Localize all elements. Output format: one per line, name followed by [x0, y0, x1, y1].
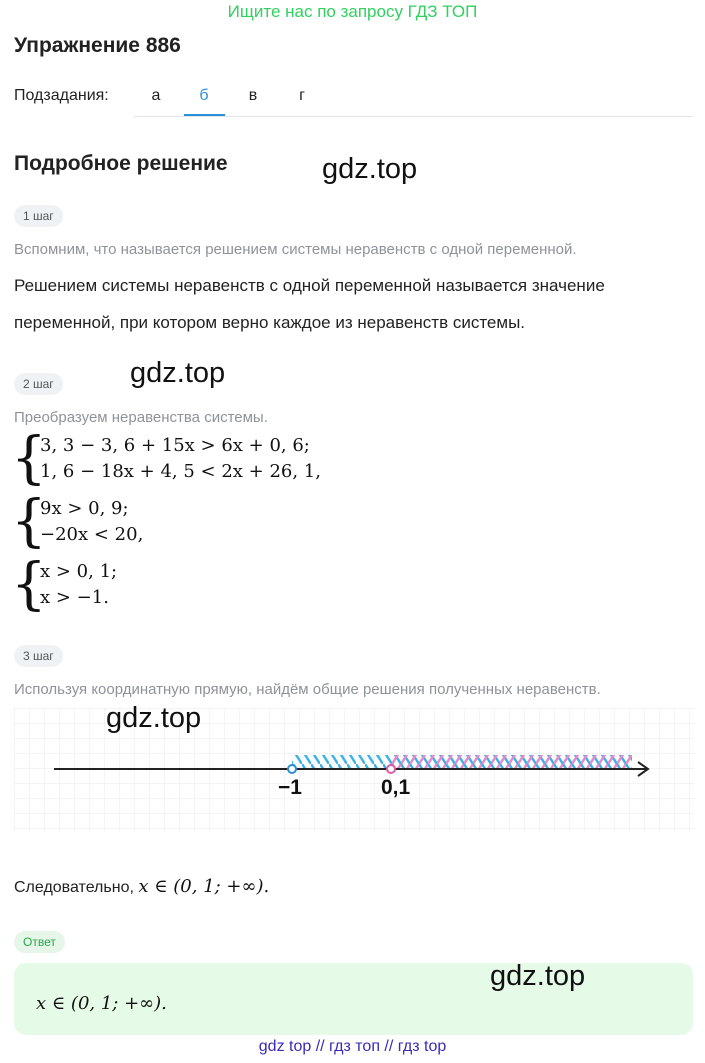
- solution-heading: Подробное решение: [14, 152, 228, 175]
- system-3-line-2: x > −1.: [40, 587, 109, 608]
- subtasks-label: Подзадания:: [14, 87, 109, 104]
- watermark: gdz.top: [322, 153, 418, 185]
- footer-links: gdz top // гдз топ // гдз top: [258, 1038, 447, 1055]
- open-point-0-1: [387, 765, 395, 773]
- tab-v[interactable]: в: [248, 87, 258, 104]
- step-1-text-line1: Решением системы неравенств с одной переменной называется значение: [14, 276, 605, 295]
- open-point-minus-1: [288, 765, 296, 773]
- conclusion-text: Следовательно,: [14, 879, 139, 896]
- system-2-line-2: −20x < 20,: [40, 524, 144, 545]
- answer-math: x ∈ (0, 1; +∞).: [36, 993, 167, 1014]
- conclusion-math: x ∈ (0, 1; +∞).: [138, 876, 270, 897]
- system-1-line-1: 3, 3 − 3, 6 + 15x > 6x + 0, 6;: [40, 435, 310, 456]
- step-2-hint: Преобразуем неравенства системы.: [14, 409, 268, 426]
- system-3-line-1: x > 0, 1;: [40, 561, 118, 582]
- system-brace: {: [11, 489, 47, 554]
- page-title: Упражнение 886: [14, 34, 181, 57]
- watermark: gdz.top: [130, 357, 226, 389]
- system-1-line-2: 1, 6 − 18x + 4, 5 < 2x + 26, 1,: [40, 461, 321, 482]
- conclusion: [14, 876, 269, 897]
- step-3-badge: 3 шаг: [14, 645, 63, 667]
- point-label-minus-1: −1: [278, 776, 302, 799]
- step-1-badge: 1 шаг: [14, 205, 63, 227]
- point-label-0-1: 0,1: [381, 776, 411, 799]
- system-brace: {: [11, 552, 47, 617]
- step-1-hint: Вспомним, что называется решением системы неравенств с одной переменной.: [14, 241, 577, 258]
- step-1-text-line2: переменной, при котором верно каждое из неравенств системы.: [14, 313, 526, 332]
- tab-g[interactable]: г: [299, 87, 305, 104]
- search-banner: Ищите нас по запросу ГДЗ ТОП: [227, 2, 478, 21]
- step-2-badge: 2 шаг: [14, 373, 63, 395]
- system-2-line-1: 9x > 0, 9;: [40, 498, 129, 519]
- watermark: gdz.top: [106, 702, 202, 734]
- answer-badge: Ответ: [14, 931, 65, 953]
- active-tab-indicator: [184, 114, 225, 116]
- tab-a[interactable]: а: [151, 87, 161, 104]
- watermark: gdz.top: [490, 960, 586, 992]
- tab-b[interactable]: б: [199, 87, 209, 104]
- system-brace: {: [11, 426, 47, 491]
- hatch-x-gt-0-1: [391, 755, 632, 769]
- step-3-hint: Используя координатную прямую, найдём общие решения полученных неравенств.: [14, 681, 601, 698]
- subtask-tabs: [134, 78, 693, 117]
